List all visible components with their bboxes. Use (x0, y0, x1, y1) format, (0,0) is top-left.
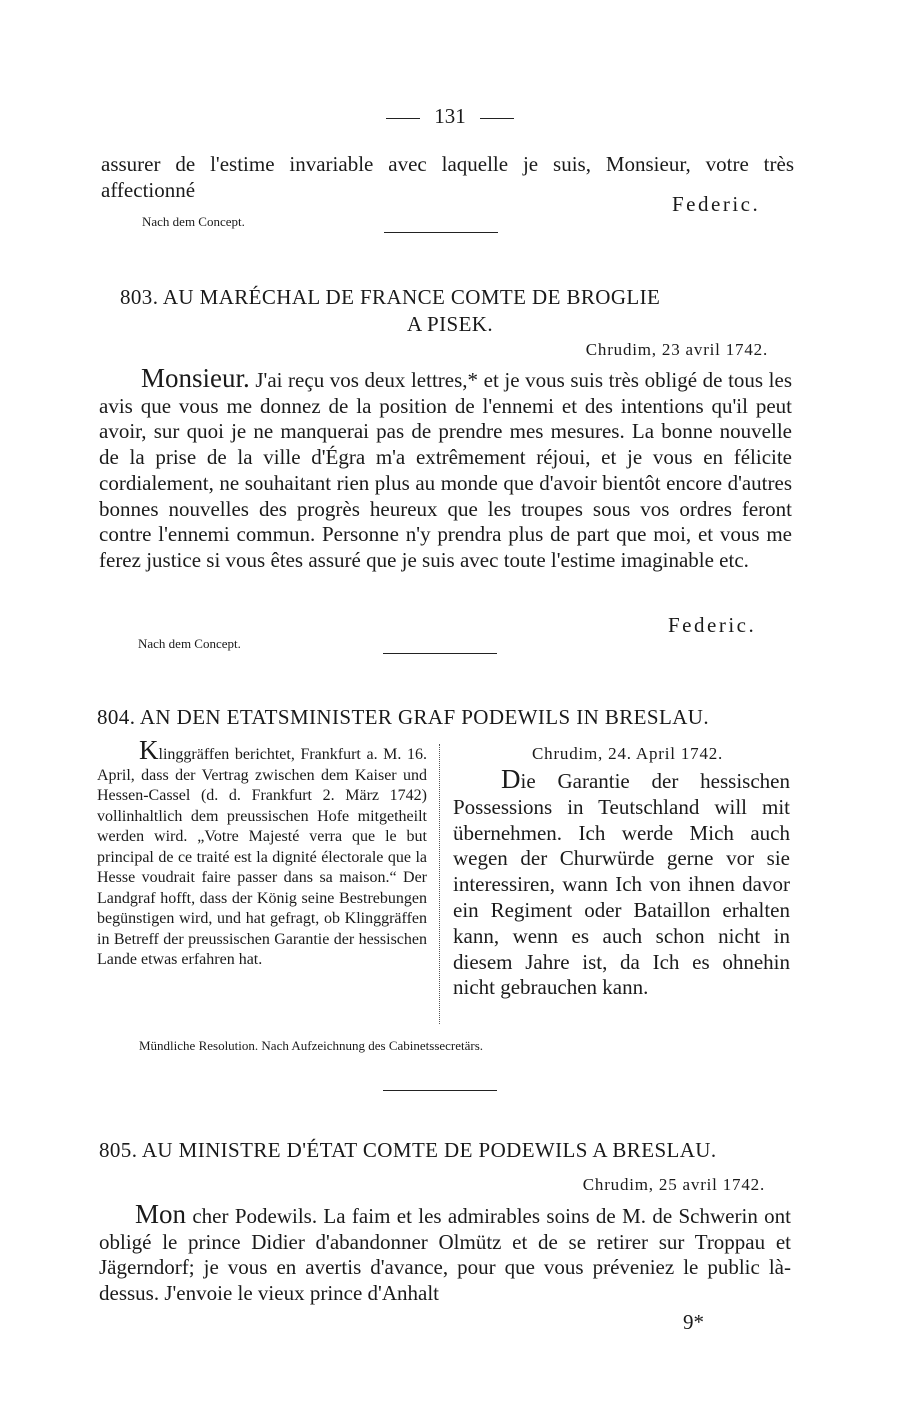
page-header (0, 104, 900, 129)
header-dash-left (386, 118, 420, 119)
header-dash-right (480, 118, 514, 119)
letter-text: cher Podewils. La faim et les admirables soins de M. de Schwerin ont obligé le prince Didier d'abandonner Olmütz et de se retirer sur Troppau et Jägerndorf; je vous en avertis d'avance, pour que vous préveniez le public là-dessus. J'envoie le vieux prince d'Anhalt (99, 1204, 791, 1306)
resolution-text: ie Garantie der hessischen Possessions in Teutschland will mit übernehmen. Ich werde Mich auch wegen der Churwürde gerne vor sie interessiren, wann Ich von ihnen davor ein Regiment oder Bataillon erhalten kann, wenn es auch schon nicht in diesem Jahre ist, da Ich es ohnehin nicht gebrauchen kann. (453, 769, 790, 1000)
signature: Federic. (668, 613, 757, 637)
continuation-paragraph: assurer de l'estime invariable avec laquelle je suis, Monsieur, votre très affectionné (101, 152, 794, 202)
letter-heading: 803. AU MARÉCHAL DE FRANCE COMTE DE BROGLIE (120, 285, 661, 309)
signature: Federic. (672, 192, 761, 216)
section-divider (383, 1090, 497, 1091)
letter-date: Chrudim, 24. April 1742. (532, 744, 724, 763)
section-divider (383, 653, 497, 654)
drop-letter: D (501, 764, 521, 794)
summary-text: linggräffen berichtet, Frankfurt a. M. 16. April, dass der Vertrag zwischen dem Kaiser und Hessen-Cassel (d. d. Frankfurt 2. März 1742) vollinhaltlich dem preussischen Hofe mitgetheilt werden wird. „Votre Majesté verra que le but principal de ce traité est la dignité électorale que la Hesse voudrait faire passer dans sa maison.“ Der Landgraf hofft, dass der König seine Bestrebungen begünstigen wird, und hat gefragt, ob Klinggräffen in Betreff der preussischen Garantie der hessischen Lande etwas erfahren hat. (97, 746, 427, 968)
source-note: Nach dem Concept. (142, 214, 245, 229)
letter-date: Chrudim, 23 avril 1742. (585, 340, 768, 359)
resolution-column (453, 764, 790, 1001)
letter-date: Chrudim, 25 avril 1742. (582, 1175, 765, 1194)
section-divider (384, 232, 498, 233)
letter-body (99, 363, 792, 574)
opening-word: Mon (135, 1199, 187, 1229)
signature-mark: 9* (683, 1310, 704, 1334)
letter-heading: 805. AU MINISTRE D'ÉTAT COMTE DE PODEWILS A BRESLAU. (99, 1138, 717, 1162)
drop-letter: K (139, 735, 159, 765)
source-note: Nach dem Concept. (138, 636, 241, 651)
source-note: Mündliche Resolution. Nach Aufzeichnung des Cabinetssecretärs. (139, 1038, 484, 1053)
column-separator (439, 744, 440, 1024)
letter-heading: 804. AN DEN ETATSMINISTER GRAF PODEWILS IN BRESLAU. (97, 705, 709, 729)
summary-column (97, 735, 427, 971)
opening-word: Monsieur. (141, 363, 250, 393)
letter-heading-line2: A PISEK. (406, 312, 494, 336)
letter-body (99, 1199, 791, 1307)
letter-text: J'ai reçu vos deux lettres,* et je vous suis très obligé de tous les avis que vous me donnez de la position de l'ennemi et des intentions qu'il peut avoir, sur quoi je ne manquerai pas de prendre mes mesures. La bonne nouvelle de la prise de la ville d'Égra m'a extrêmement réjoui, et je vous en félicite cordialement, ne souhaitant rien plus au monde que d'avoir bientôt encore d'autres bonnes nouvelles des progrès heureux que les troupes sous vos ordres feront contre l'ennemi commun. Personne n'y prendra plus de part que moi, et vous me ferez justice si vous êtes assuré que je suis avec toute l'estime imaginable etc. (99, 368, 792, 572)
page-number: 131 (434, 104, 466, 128)
